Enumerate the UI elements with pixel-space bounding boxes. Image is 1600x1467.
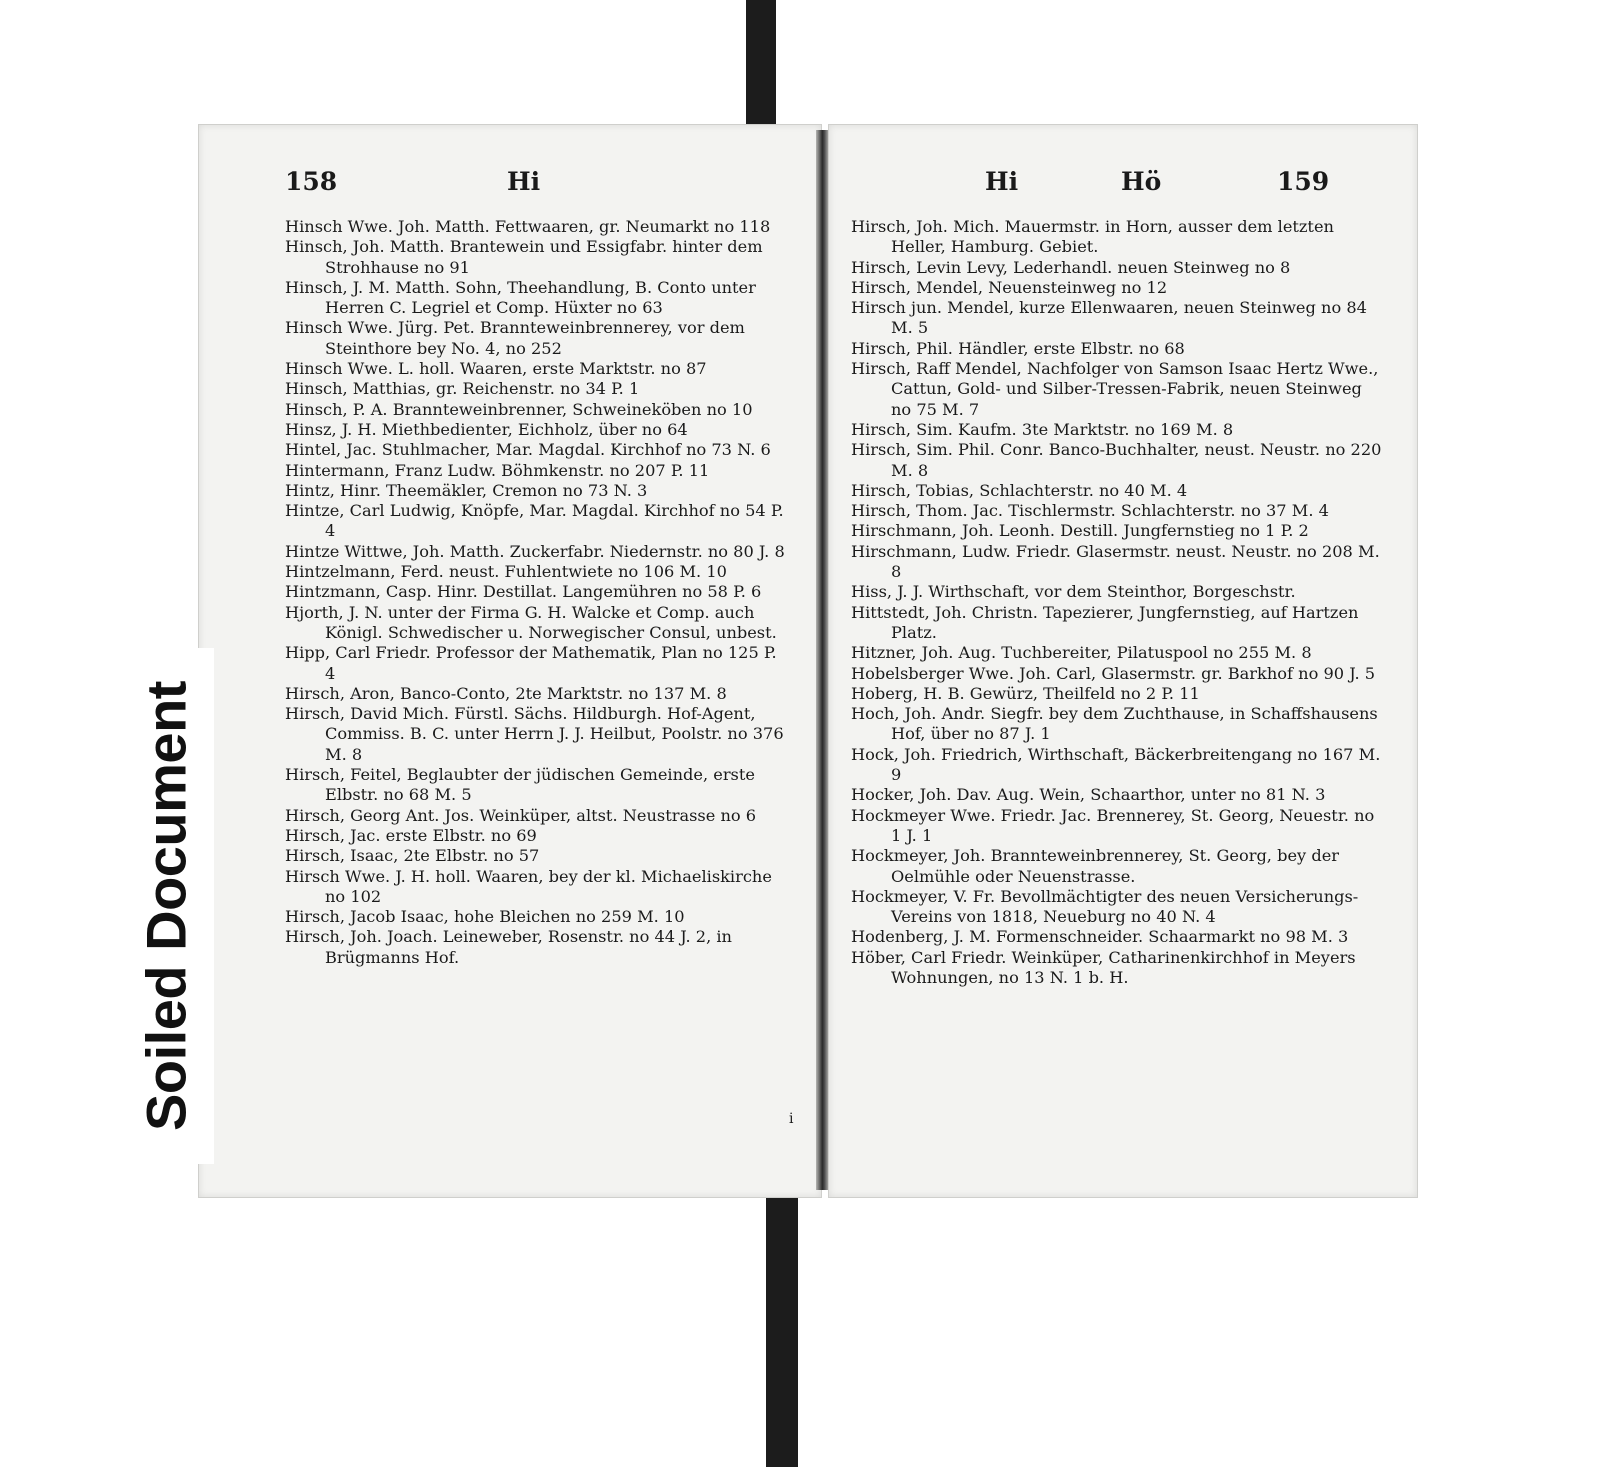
- page-number-left: 158: [285, 167, 338, 196]
- directory-entry: Hittstedt, Joh. Christn. Tapezierer, Jungfernstieg, auf Hartzen Platz.: [851, 602, 1359, 642]
- directory-entry: Hirsch, Levin Levy, Lederhandl. neuen Steinweg no 8: [851, 257, 1291, 277]
- directory-entry: Hintermann, Franz Ludw. Böhmkenstr. no 207 P. 11: [285, 460, 710, 480]
- directory-entry: Hintze Wittwe, Joh. Matth. Zuckerfabr. Niedernstr. no 80 J. 8: [285, 541, 785, 561]
- directory-entry: Hirschmann, Ludw. Friedr. Glasermstr. neust. Neustr. no 208 M. 8: [851, 541, 1380, 582]
- page-number-right: 159: [1277, 167, 1330, 196]
- directory-entry: Hoberg, H. B. Gewürz, Theilfeld no 2 P. 11: [851, 683, 1200, 703]
- directory-entry: Hirsch Wwe. J. H. holl. Waaren, bey der kl. Michaeliskirche no 102: [285, 866, 772, 906]
- directory-entry: Hockmeyer, V. Fr. Bevollmächtigter des neuen Versicherungs-Vereins von 1818, Neueburg no 40 N. 4: [851, 886, 1359, 927]
- directory-entry: Hinsch Wwe. Jürg. Pet. Brannteweinbrennerey, vor dem Steinthore bey No. 4, no 252: [285, 318, 745, 358]
- soiled-document-label: [118, 648, 214, 1164]
- directory-entry: Hirsch, Thom. Jac. Tischlermstr. Schlachterstr. no 37 M. 4: [851, 501, 1329, 521]
- directory-entry: Hocker, Joh. Dav. Aug. Wein, Schaarthor, unter no 81 N. 3: [851, 785, 1326, 805]
- directory-entry: Hock, Joh. Friedrich, Wirthschaft, Bäckerbreitengang no 167 M. 9: [851, 744, 1381, 785]
- right-entry-list: [851, 217, 1387, 988]
- footer-mark: i: [789, 1111, 794, 1127]
- directory-entry: Hobelsberger Wwe. Joh. Carl, Glasermstr. gr. Barkhof no 90 J. 5: [851, 663, 1376, 683]
- directory-entry: Hirsch, Joh. Mich. Mauermstr. in Horn, ausser dem letzten Heller, Hamburg. Gebiet.: [851, 217, 1334, 257]
- directory-entry: Hodenberg, J. M. Formenschneider. Schaarmarkt no 98 M. 3: [851, 927, 1349, 947]
- directory-entry: Hoch, Joh. Andr. Siegfr. bey dem Zuchthause, in Schaffshausens Hof, über no 87 J. 1: [851, 704, 1378, 744]
- directory-entry: Hirsch, Sim. Kaufm. 3te Marktstr. no 169 M. 8: [851, 419, 1234, 439]
- running-head-right: Hi: [985, 167, 1019, 196]
- directory-entry: Hirsch, Tobias, Schlachterstr. no 40 M. 4: [851, 480, 1188, 500]
- right-page-header: [829, 167, 1417, 207]
- directory-entry: Hinsch Wwe. Joh. Matth. Fettwaaren, gr. Neumarkt no 118: [285, 217, 771, 236]
- directory-entry: Hjorth, J. N. unter der Firma G. H. Walcke et Comp. auch Königl. Schwedischer u. Norwegischer Consul, unbest.: [285, 602, 777, 642]
- directory-entry: Hirsch, Jacob Isaac, hohe Bleichen no 259 M. 10: [285, 907, 685, 927]
- directory-entry: Hirsch, Isaac, 2te Elbstr. no 57: [285, 846, 540, 866]
- open-book: [198, 124, 1416, 1198]
- running-head-right-2: Hö: [1121, 167, 1162, 196]
- directory-entry: Hirsch, Raff Mendel, Nachfolger von Samson Isaac Hertz Wwe., Cattun, Gold- und Silber-Tressen-Fabrik, neuen Steinweg no 75 M. 7: [851, 359, 1379, 419]
- directory-entry: Hirsch, David Mich. Fürstl. Sächs. Hildburgh. Hof-Agent, Commiss. B. C. unter Herrn J. J. Heilbut, Poolstr. no 376 M. 8: [285, 704, 784, 764]
- directory-entry: Hirsch, Feitel, Beglaubter der jüdischen Gemeinde, erste Elbstr. no 68 M. 5: [285, 765, 755, 805]
- directory-entry: Hintzmann, Casp. Hinr. Destillat. Langemühren no 58 P. 6: [285, 582, 762, 602]
- running-head-left: Hi: [507, 167, 541, 196]
- directory-entry: Hinsz, J. H. Miethbedienter, Eichholz, über no 64: [285, 419, 688, 439]
- directory-entry: Hinsch Wwe. L. holl. Waaren, erste Marktstr. no 87: [285, 359, 707, 379]
- left-entry-list: [285, 217, 791, 968]
- directory-entry: Hockmeyer Wwe. Friedr. Jac. Brennerey, St. Georg, Neuestr. no 1 J. 1: [851, 805, 1375, 845]
- directory-entry: Hiss, J. J. Wirthschaft, vor dem Steinthor, Borgeschstr.: [851, 582, 1296, 602]
- directory-entry: Hirsch, Mendel, Neuensteinweg no 12: [851, 277, 1168, 297]
- binding-strip-top: [746, 0, 776, 140]
- directory-entry: Hirsch, Aron, Banco-Conto, 2te Marktstr. no 137 M. 8: [285, 683, 727, 703]
- directory-entry: Hirsch jun. Mendel, kurze Ellenwaaren, neuen Steinweg no 84 M. 5: [851, 298, 1367, 338]
- directory-entry: Höber, Carl Friedr. Weinküper, Catharinenkirchhof in Meyers Wohnungen, no 13 N. 1 b. H.: [851, 947, 1356, 987]
- directory-entry: Hirschmann, Joh. Leonh. Destill. Jungfernstieg no 1 P. 2: [851, 521, 1309, 541]
- left-page-header: [199, 167, 821, 207]
- directory-entry: Hintze, Carl Ludwig, Knöpfe, Mar. Magdal. Kirchhof no 54 P. 4: [285, 501, 784, 541]
- directory-entry: Hinsch, Joh. Matth. Brantewein und Essigfabr. hinter dem Strohhause no 91: [285, 237, 763, 277]
- directory-entry: Hintzelmann, Ferd. neust. Fuhlentwiete no 106 M. 10: [285, 562, 727, 582]
- left-page: [198, 124, 822, 1198]
- directory-entry: Hitzner, Joh. Aug. Tuchbereiter, Pilatuspool no 255 M. 8: [851, 643, 1312, 663]
- label-text: Soiled Document: [134, 681, 198, 1131]
- directory-entry: Hirsch, Georg Ant. Jos. Weinküper, altst. Neustrasse no 6: [285, 805, 757, 825]
- binding-strip-bottom: [766, 1185, 798, 1467]
- directory-entry: Hirsch, Phil. Händler, erste Elbstr. no 68: [851, 338, 1185, 358]
- directory-entry: Hirsch, Sim. Phil. Conr. Banco-Buchhalter, neust. Neustr. no 220 M. 8: [851, 440, 1382, 480]
- directory-entry: Hintz, Hinr. Theemäkler, Cremon no 73 N. 3: [285, 480, 648, 500]
- directory-entry: Hockmeyer, Joh. Brannteweinbrennerey, St. Georg, bey der Oelmühle oder Neuenstrasse.: [851, 846, 1340, 886]
- directory-entry: Hirsch, Joh. Joach. Leineweber, Rosenstr. no 44 J. 2, in Brügmanns Hof.: [285, 927, 732, 967]
- directory-entry: Hirsch, Jac. erste Elbstr. no 69: [285, 825, 537, 845]
- directory-entry: Hinsch, Matthias, gr. Reichenstr. no 34 P. 1: [285, 379, 640, 399]
- directory-entry: Hipp, Carl Friedr. Professor der Mathematik, Plan no 125 P. 4: [285, 643, 777, 683]
- right-page: [828, 124, 1418, 1198]
- directory-entry: Hintel, Jac. Stuhlmacher, Mar. Magdal. Kirchhof no 73 N. 6: [285, 440, 771, 460]
- directory-entry: Hinsch, J. M. Matth. Sohn, Theehandlung, B. Conto unter Herren C. Legriel et Comp. Hüxter no 63: [285, 277, 756, 318]
- directory-entry: Hinsch, P. A. Brannteweinbrenner, Schweineköben no 10: [285, 399, 753, 419]
